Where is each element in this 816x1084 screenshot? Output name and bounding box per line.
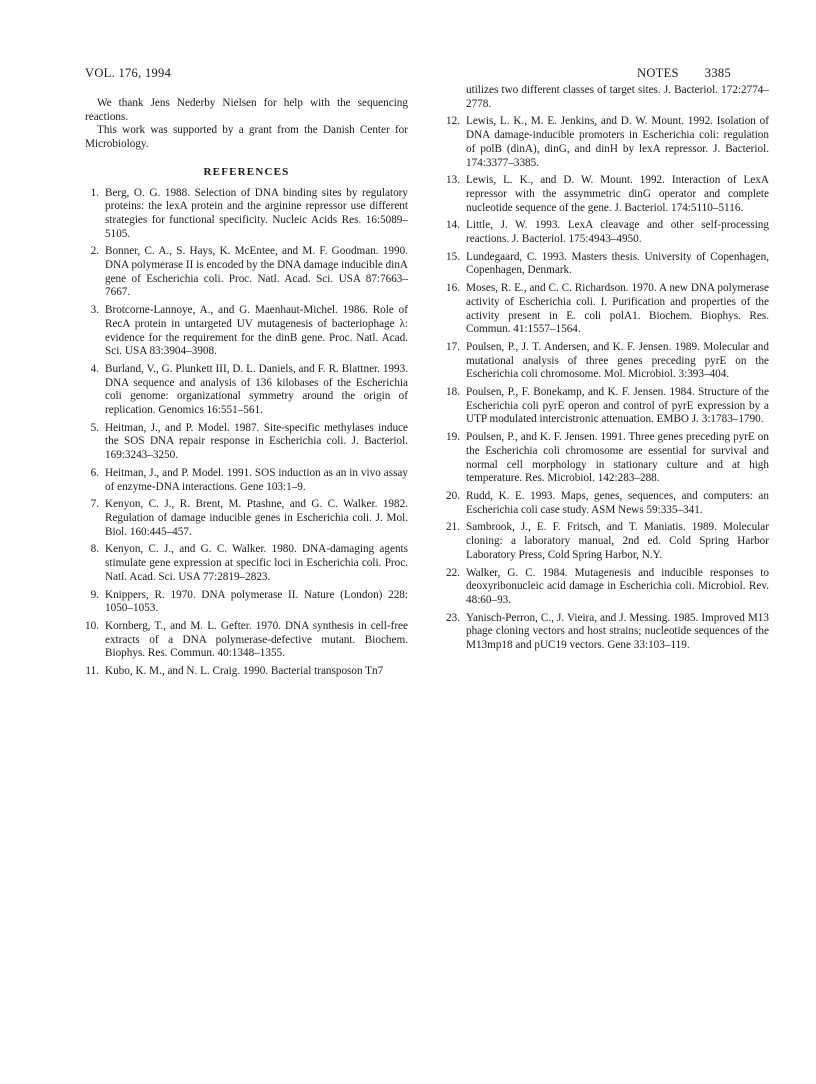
reference-text: Yanisch-Perron, C., J. Vieira, and J. Messing. 1985. Improved M13 phage cloning vectors and host strains; nucleotide sequences of the M13mp18 and pUC19 vectors. Gene 33:103–119.: [466, 611, 769, 652]
reference-item: [85, 665, 408, 679]
reference-number: 18.: [446, 386, 460, 399]
reference-number: 11.: [85, 665, 99, 678]
reference-number: 17.: [446, 340, 460, 353]
reference-number: 6.: [90, 466, 99, 479]
reference-text: Kubo, K. M., and N. L. Craig. 1990. Bacterial transposon Tn7: [105, 665, 384, 678]
acknowledgments: [85, 97, 408, 152]
reference-item: [446, 431, 769, 486]
reference-item: [446, 174, 769, 215]
reference-text: Kenyon, C. J., and G. C. Walker. 1980. DNA-damaging agents stimulate gene expression at specific loci in Escherichia coli. Proc. Natl. Acad. Sci. USA 77:2819–2823.: [105, 543, 408, 583]
reference-text: Poulsen, P., F. Bonekamp, and K. F. Jensen. 1984. Structure of the Escherichia coli pyrE operon and control of pyrE expression by a UTP modulated intercistronic attenuation. EMBO J. 3:1783–1790.: [466, 386, 769, 426]
reference-number: 16.: [446, 282, 460, 295]
reference-text: Little, J. W. 1993. LexA cleavage and other self-processing reactions. J. Bacteriol. 175:4943–4950.: [466, 219, 769, 246]
reference-item: [85, 363, 408, 418]
reference-item: [85, 498, 408, 539]
reference-item: [446, 567, 769, 608]
reference-text: Heitman, J., and P. Model. 1991. SOS induction as an in vivo assay of enzyme-DNA interactions. Gene 103:1–9.: [105, 466, 408, 493]
reference-item: [446, 251, 769, 278]
reference-number: 5.: [90, 421, 99, 434]
reference-number: 15.: [446, 250, 460, 263]
reference-number: 22.: [446, 566, 460, 579]
reference-text: Lewis, L. K., M. E. Jenkins, and D. W. Mount. 1992. Isolation of DNA damage-inducible promoters in Escherichia coli: regulation of polB (dinA), dinG, and dinH by lexA repressor. J. Bacteriol. 174:3377–3385.: [466, 115, 769, 169]
reference-number: 20.: [446, 489, 460, 502]
reference-text: Brotcorne-Lannoye, A., and G. Maenhaut-Michel. 1986. Role of RecA protein in untargeted UV mutagenesis of bacteriophage λ: evidence for the requirement for the dinB gene. Proc. Natl. Acad. Sci. USA 83:3904–3908.: [105, 304, 408, 358]
reference-text: Kornberg, T., and M. L. Gefter. 1970. DNA synthesis in cell-free extracts of a DNA polymerase-defective mutant. Biochem. Biophys. Res. Commun. 40:1348–1355.: [105, 619, 408, 660]
reference-item: [85, 245, 408, 300]
reference-item: [446, 490, 769, 517]
reference-item: [446, 341, 769, 382]
reference-item: [446, 612, 769, 653]
section-title: NOTES: [637, 66, 679, 80]
reference-item: [446, 115, 769, 170]
reference-text: Kenyon, C. J., R. Brent, M. Ptashne, and G. C. Walker. 1982. Regulation of damage inducible genes in Escherichia coli. J. Mol. Biol. 160:445–457.: [105, 498, 408, 538]
reference-item: [85, 422, 408, 463]
reference-text: Berg, O. G. 1988. Selection of DNA binding sites by regulatory proteins: the lexA protein and the arginine repressor use different strategies for functional specificity. Nucleic Acids Res. 16:5089–5105.: [105, 186, 408, 240]
reference-number: 9.: [90, 588, 99, 601]
reference-number: 4.: [90, 362, 99, 375]
reference-text: Lewis, L. K., and D. W. Mount. 1992. Interaction of LexA repressor with the assymmetric dinG operator and complete nucleotide sequence of the gene. J. Bacteriol. 174:5110–5116.: [466, 174, 769, 214]
reference-item: [446, 219, 769, 246]
reference-list-right: [446, 115, 769, 652]
reference-continuation: utilizes two different classes of target sites. J. Bacteriol. 172:2774–2778.: [466, 84, 769, 110]
reference-item: [85, 187, 408, 242]
reference-text: Poulsen, P., J. T. Andersen, and K. F. Jensen. 1989. Molecular and mutational analysis of three genes preceding pyrE on the Escherichia coli chromosome. Mol. Microbiol. 3:393–404.: [466, 340, 769, 381]
reference-number: 8.: [90, 543, 99, 556]
reference-item: [85, 304, 408, 359]
reference-number: 21.: [446, 521, 460, 534]
right-column: [446, 84, 769, 657]
left-column: [85, 97, 408, 683]
reference-item: [85, 620, 408, 661]
reference-item: [446, 521, 769, 562]
reference-text: Burland, V., G. Plunkett III, D. L. Daniels, and F. R. Blattner. 1993. DNA sequence and analysis of 136 kilobases of the Escherichia coli genome: organizational symmetry around the origin of replication. Genomics 16:551–561.: [105, 362, 408, 417]
reference-list-left: [85, 187, 408, 679]
reference-text: Lundegaard, C. 1993. Masters thesis. University of Copenhagen, Copenhagen, Denmark.: [466, 250, 769, 277]
reference-number: 14.: [446, 219, 460, 232]
reference-number: 1.: [90, 186, 99, 199]
reference-text: Rudd, K. E. 1993. Maps, genes, sequences, and computers: an Escherichia coli case study. ASM News 59:335–341.: [466, 489, 769, 516]
reference-text: Walker, G. C. 1984. Mutagenesis and inducible responses to deoxyribonucleic acid damage in Escherichia coli. Microbiol. Rev. 48:60–93.: [466, 566, 769, 606]
reference-item: [446, 386, 769, 427]
volume-header: VOL. 176, 1994: [85, 66, 172, 80]
reference-text: Sambrook, J., E. F. Fritsch, and T. Maniatis. 1989. Molecular cloning: a laboratory manual, 2nd ed. Cold Spring Harbor Laboratory Press, Cold Spring Harbor, N.Y.: [466, 521, 769, 561]
section-header: [611, 66, 731, 81]
reference-item: [85, 543, 408, 584]
reference-number: 2.: [90, 245, 99, 258]
reference-text: Knippers, R. 1970. DNA polymerase II. Nature (London) 228: 1050–1053.: [105, 588, 408, 615]
reference-number: 23.: [446, 611, 460, 624]
reference-number: 13.: [446, 174, 460, 187]
reference-number: 12.: [446, 115, 460, 128]
reference-item: [85, 589, 408, 616]
reference-number: 19.: [446, 431, 460, 444]
reference-item: [446, 282, 769, 337]
acknowledgment-paragraph: This work was supported by a grant from the Danish Center for Microbiology.: [85, 124, 408, 151]
reference-item: [85, 467, 408, 494]
reference-text: Heitman, J., and P. Model. 1987. Site-specific methylases induce the SOS DNA repair response in Escherichia coli. J. Bacteriol. 169:3243–3250.: [105, 421, 408, 462]
reference-number: 7.: [90, 498, 99, 511]
reference-text: Moses, R. E., and C. C. Richardson. 1970. A new DNA polymerase activity of Escherichia coli. I. Purification and properties of the activity present in E. coli polA1. Biochem. Biophys. Res. Commun. 41:1557–1564.: [466, 282, 769, 336]
reference-text: Poulsen, P., and K. F. Jensen. 1991. Three genes preceding pyrE on the Escherichia coli chromosome are essential for survival and normal cell morphology in stationary culture and at high temperature. Res. Microbiol. 142:283–288.: [466, 431, 769, 485]
reference-number: 10.: [85, 619, 99, 632]
reference-number: 3.: [90, 304, 99, 317]
page-number: 3385: [704, 66, 731, 80]
references-heading: REFERENCES: [203, 165, 290, 178]
acknowledgment-paragraph: We thank Jens Nederby Nielsen for help with the sequencing reactions.: [85, 97, 408, 123]
reference-text: Bonner, C. A., S. Hays, K. McEntee, and M. F. Goodman. 1990. DNA polymerase II is encoded by the DNA damage inducible dinA gene of Escherichia coli. Proc. Natl. Acad. Sci. USA 87:7663–7667.: [105, 245, 408, 299]
